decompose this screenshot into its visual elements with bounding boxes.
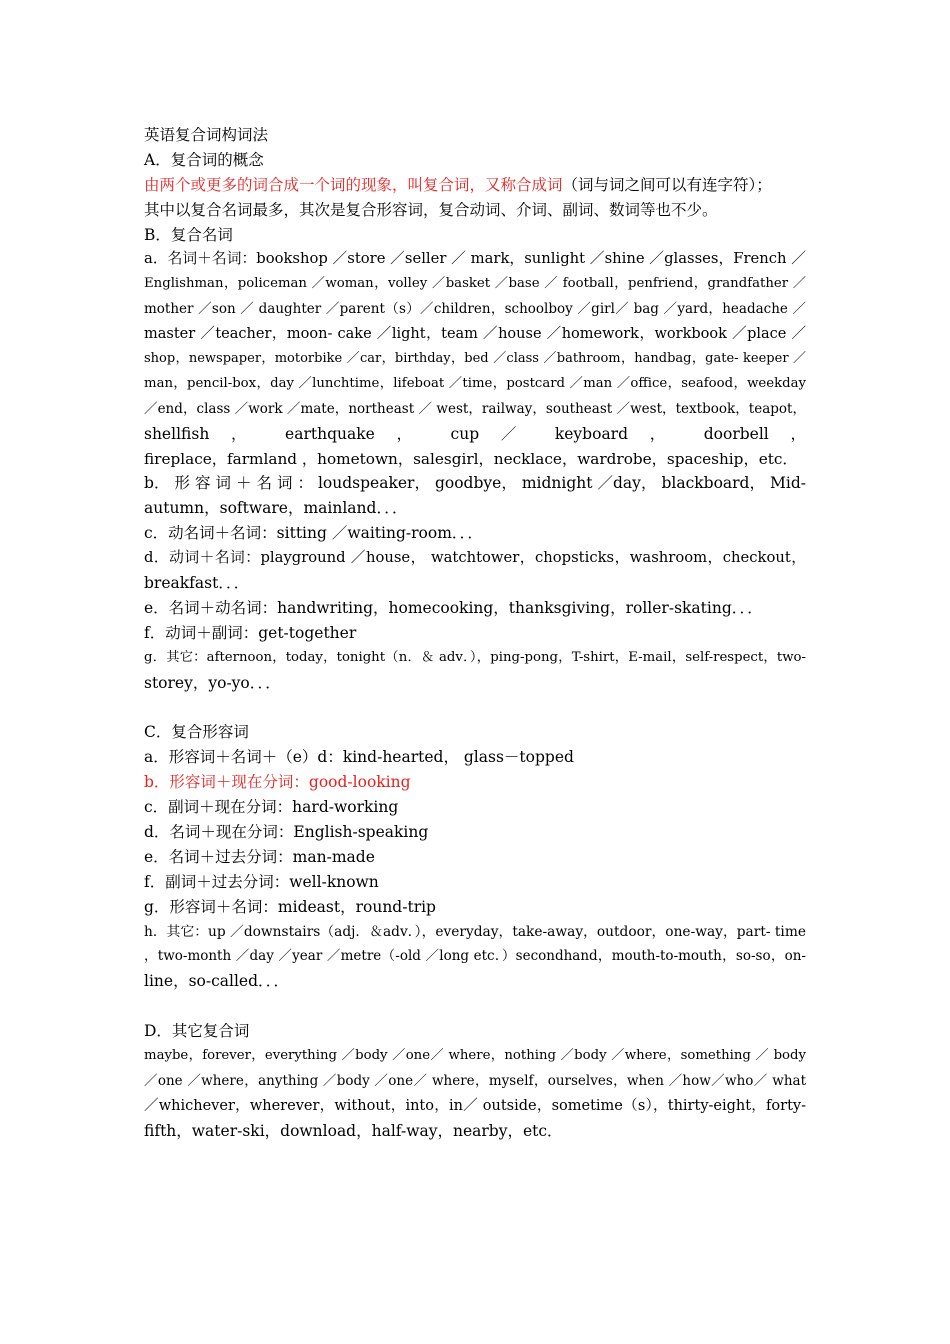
section-b-line: shop，newspaper，motorbike ／car，birthday，bed ／class ／bathroom，handbag，gate- keeper ／ [144, 351, 806, 367]
section-b-line: b． 形 容 词 ＋ 名 词 ： loudspeaker， goodbye， midnight ／day， blackboard， Mid- [144, 474, 806, 493]
section-c-line: d．名词＋现在分词：English-speaking [144, 822, 429, 841]
section-c-line: h．其它：up ／downstairs（adj．＆adv．），everyday，take-away，outdoor，one-way，part- time [144, 923, 806, 940]
section-b-line: f．动词＋副词：get-together [144, 623, 357, 642]
section-c-heading: C．复合形容词 [144, 723, 249, 742]
section-b-line: ／end，class ／work ／mate，northeast ／ west，railway，southeast ／west，textbook，teapot， [144, 400, 806, 417]
section-b-line: breakfast．．． [144, 574, 250, 593]
section-d-line: fifth，water-ski，download，half-way，nearby，etc． [144, 1121, 563, 1140]
section-a-line-2: 其中以复合名词最多，其次是复合形容词，复合动词、介词、副词、数词等也不少。 [144, 200, 718, 219]
section-c-line: g．形容词＋名词：mideast，round-trip [144, 897, 436, 916]
section-b-line: autumn，software，mainland．．． [144, 499, 408, 518]
section-b-line: shellfish ， earthquake ， cup ／ keyboard ， doorbell ， [144, 424, 806, 443]
section-c-line: c．副词＋现在分词：hard-working [144, 798, 399, 817]
document-title: 英语复合词构词法 [144, 126, 269, 144]
definition-note: （词与词之间可以有连字符）； [562, 175, 772, 194]
section-c-line: f．副词＋过去分词：well-known [144, 872, 379, 891]
spacer [144, 994, 806, 1019]
section-b-line: e．名词＋动名词：handwriting，homecooking，thanksgiving，roller-skating．．． [144, 598, 763, 617]
section-b-line: fireplace，farmland ，hometown，salesgirl，necklace，wardrobe，spaceship，etc． [144, 449, 798, 468]
section-b-line: man，pencil-box，day ／lunchtime，lifeboat ／time，postcard ／man ／office，seafood，weekday [144, 375, 806, 391]
section-b-line: master ／teacher，moon- cake ／light，team ／house ／homework，workbook ／place ／ [144, 326, 806, 343]
section-c-line: line，so-called．．． [144, 972, 290, 991]
section-d-line: maybe，forever，everything ／body ／one／ where，nothing ／body ／where，something ／ body [144, 1047, 806, 1063]
section-d-line: ／whichever，wherever，without，into，in／ outside，sometime（s），thirty-eight，forty- [144, 1097, 806, 1114]
section-d-line: ／one ／where，anything ／body ／one／ where，myself，ourselves，when ／how／who／ what [144, 1072, 806, 1089]
section-b-line: c．动名词＋名词：sitting ／waiting-room．．． [144, 524, 483, 543]
definition-highlight: 由两个或更多的词合成一个词的现象，叫复合词，又称合成词 [144, 175, 563, 194]
section-b-line: storey，yo-yo．．． [144, 673, 281, 692]
section-b-line: g．其它：afternoon，today，tonight（n．＆ adv．），ping-pong，T-shirt，E-mail，self-respect，two- [144, 649, 806, 665]
section-a-heading: A．复合词的概念 [144, 150, 264, 169]
section-c-line: e．名词＋过去分词：man-made [144, 847, 375, 866]
section-c-line: ，two-month ／day ／year ／metre（-old ／long etc．）secondhand，mouth-to-mouth，so-so，on- [144, 948, 806, 965]
section-c-line-highlight: b．形容词＋现在分词：good-looking [144, 773, 411, 792]
section-d-heading: D．其它复合词 [144, 1022, 250, 1041]
section-c-line: a．形容词＋名词＋（e）d：kind-hearted， glass－topped [144, 748, 574, 767]
document-page [144, 123, 806, 1144]
spacer [144, 695, 806, 720]
section-b-line: a．名词＋名词：bookshop ／store ／seller ／ mark，sunlight ／shine ／glasses，French ／ [144, 250, 806, 268]
section-b-line: d．动词＋名词：playground ／house， watchtower，chopsticks，washroom，checkout， [144, 549, 806, 567]
section-b-line: mother ／son ／ daughter ／parent（s）／children，schoolboy ／girl／ bag ／yard，headache ／ [144, 301, 806, 318]
section-b-line: Englishman，policeman ／woman，volley ／basket ／base ／ football，penfriend，grandfather ／ [144, 276, 806, 292]
section-b-heading: B．复合名词 [144, 225, 233, 244]
section-a-definition [144, 173, 806, 198]
